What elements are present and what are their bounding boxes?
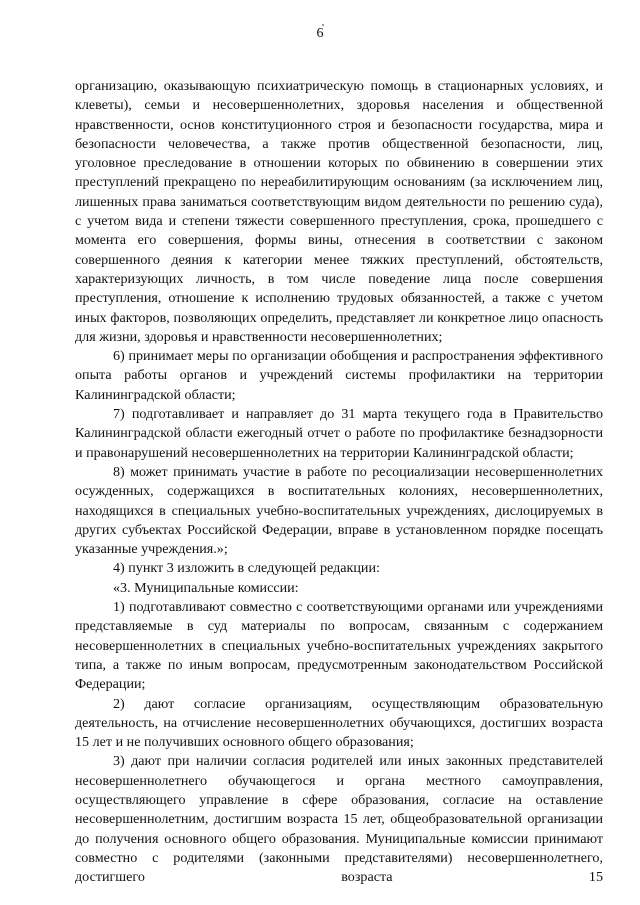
paragraph-section-3-heading: «3. Муниципальные комиссии: (113, 579, 299, 596)
page-number: 6 (316, 26, 324, 41)
document-body (75, 77, 603, 887)
paragraph-item-8: 8) может принимать участие в работе по ресоциализации несовершеннолетних осужденных, содержащихся в воспитательных колониях, несовершеннолетних, находящихся в специальных учебно-воспитательных учреждениях, дислоцируемых в других субъектах Российской Федерации, вправе в установленном порядке посещать указанные учреждения.»; (75, 463, 603, 558)
paragraph-item-6: 6) принимает меры по организации обобщения и распространения эффективного опыта работы органов и учреждений системы профилактики на территории Калининградской области; (75, 348, 603, 403)
paragraph-subitem-2: 2) дают согласие организациям, осуществляющим образовательную деятельность, на отчисление несовершеннолетних обучающихся, достигших возраста 15 лет и не получивших основного общего образования; (75, 695, 603, 751)
paragraph-continuation: организацию, оказывающую психиатрическую помощь в стационарных условиях, и клеветы), семьи и несовершеннолетних, здоровья населения и общественной нравственности, основ конституционного строя и безопасности государства, мира и безопасности человечества, а также против общественной безопасности, лиц, уголовное преследование в отношении которых по обвинению в совершении этих преступлений прекращено по нереабилитирующим основаниям (за исключением лиц, лишенных права заниматься соответствующим видом деятельности по решению суда), с учетом вида и степени тяжести совершенного преступления, срока, прошедшего с момента его совершения, формы вины, отнесения в соответствии с законом совершенного деяния к категории менее тяжких преступлений, обстоятельств, характеризующих личность, в том числе поведение лица после совершения преступления, отношение к исполнению трудовых обязанностей, а также с учетом иных факторов, позволяющих определить, представляет ли конкретное лицо опасность для жизни, здоровья и нравственности несовершеннолетних; (75, 78, 603, 345)
paragraph-amendment-point-4: 4) пункт 3 изложить в следующей редакции: (113, 560, 380, 577)
paragraph-subitem-3: 3) дают при наличии согласия родителей или иных законных представителей несовершеннолетнего обучающегося и органа местного самоуправления, осуществляющего управление в сфере образования, согласие на оставление несовершеннолетним, достигшим возраста 15 лет, общеобразовательной организации до получения основного общего образования. Муниципальные комиссии принимают совместно с родителями (законными представителями) несовершеннолетнего, достигшего возраста 15 (75, 753, 603, 886)
paragraph-item-7: 7) подготавливает и направляет до 31 марта текущего года в Правительство Калининградской области ежегодный отчет о работе по профилактике безнадзорности и правонарушений несовершеннолетних на территории Калининградской области; (75, 406, 603, 461)
paragraph-subitem-1: 1) подготавливают совместно с соответствующими органами или учреждениями представляемые в суд материалы по вопросам, связанным с содержанием несовершеннолетних в специальных учебно-воспитательных учреждениях закрытого типа, а также по иным вопросам, предусмотренным законодательством Российской Федерации; (75, 599, 603, 693)
